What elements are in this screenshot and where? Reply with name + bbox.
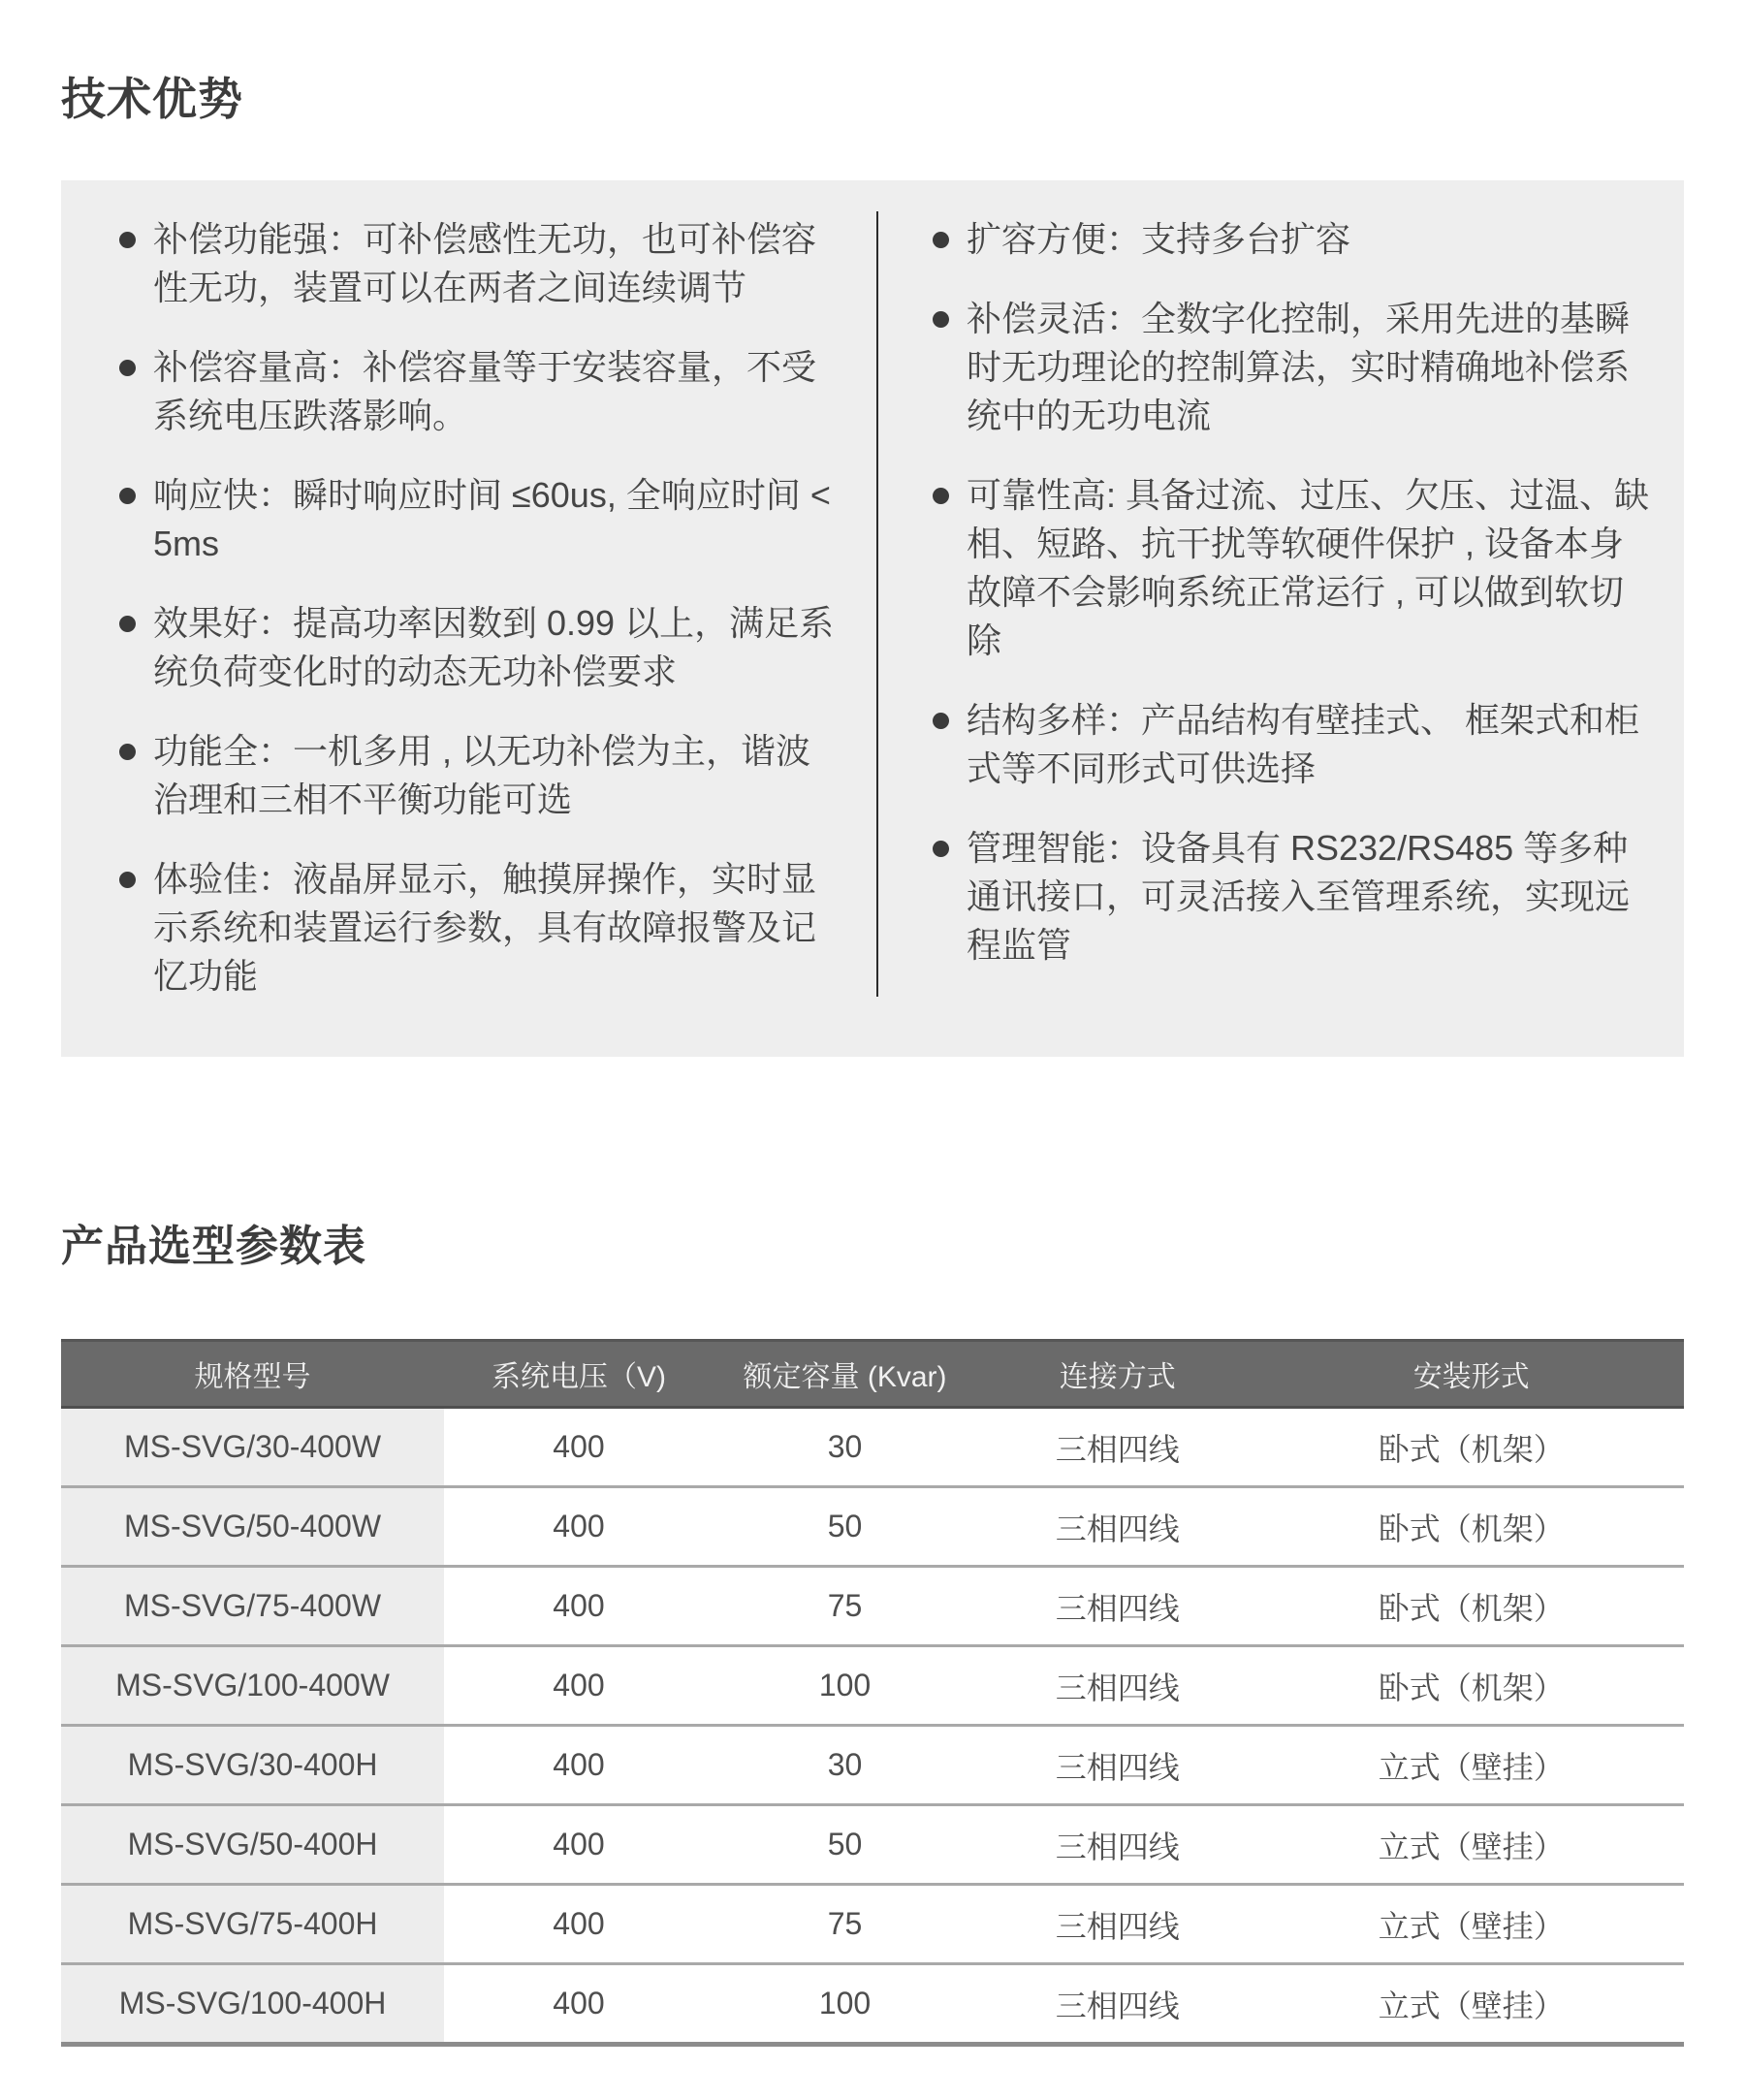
cell-connection: 三相四线 xyxy=(976,1964,1258,2045)
advantage-item xyxy=(121,855,838,1001)
cell-capacity: 30 xyxy=(714,1726,976,1805)
advantage-item xyxy=(935,215,1651,264)
cell-mounting: 卧式（机架） xyxy=(1258,1487,1684,1567)
cell-connection: 三相四线 xyxy=(976,1567,1258,1646)
bullet-icon xyxy=(119,616,136,632)
bullet-icon xyxy=(933,311,949,328)
cell-connection: 三相四线 xyxy=(976,1408,1258,1487)
bullet-icon xyxy=(119,872,136,888)
cell-voltage: 400 xyxy=(444,1885,714,1964)
cell-model: MS-SVG/100-400W xyxy=(61,1646,444,1726)
cell-voltage: 400 xyxy=(444,1567,714,1646)
table-row xyxy=(61,1408,1684,1487)
advantage-item xyxy=(121,471,838,568)
advantage-text: 可靠性高: 具备过流、过压、欠压、过温、缺相、短路、抗干扰等软硬件保护 , 设备本身故障不会影响系统正常运行 , 可以做到软切除 xyxy=(967,475,1650,660)
page-title-selection-table: 产品选型参数表 xyxy=(61,1223,366,1270)
cell-capacity: 75 xyxy=(714,1885,976,1964)
cell-voltage: 400 xyxy=(444,1726,714,1805)
col-header-capacity: 额定容量 (Kvar) xyxy=(714,1341,976,1408)
bullet-icon xyxy=(933,488,949,504)
cell-mounting: 立式（壁挂） xyxy=(1258,1805,1684,1885)
advantage-text: 效果好：提高功率因数到 0.99 以上，满足系统负荷变化时的动态无功补偿要求 xyxy=(153,603,835,691)
advantage-item xyxy=(935,471,1651,665)
table-header xyxy=(61,1341,1684,1408)
page-title-tech-advantages: 技术优势 xyxy=(61,74,243,124)
table-row xyxy=(61,1726,1684,1805)
advantages-left-column xyxy=(61,215,876,1001)
table-body xyxy=(61,1408,1684,2045)
product-selection-table xyxy=(61,1339,1684,2047)
advantages-right-column xyxy=(878,215,1684,1001)
cell-mounting: 卧式（机架） xyxy=(1258,1646,1684,1726)
table-row xyxy=(61,1567,1684,1646)
advantages-left-list xyxy=(121,215,838,1001)
advantage-item xyxy=(121,343,838,440)
bullet-icon xyxy=(933,841,949,857)
table-header-row xyxy=(61,1341,1684,1408)
cell-capacity: 75 xyxy=(714,1567,976,1646)
advantage-item xyxy=(935,824,1651,970)
col-header-mounting: 安装形式 xyxy=(1258,1341,1684,1408)
cell-capacity: 100 xyxy=(714,1964,976,2045)
advantage-text: 补偿功能强：可补偿感性无功，也可补偿容性无功，装置可以在两者之间连续调节 xyxy=(153,219,817,307)
advantage-text: 响应快：瞬时响应时间 ≤60us, 全响应时间 < 5ms xyxy=(153,475,831,563)
cell-voltage: 400 xyxy=(444,1408,714,1487)
cell-voltage: 400 xyxy=(444,1964,714,2045)
cell-connection: 三相四线 xyxy=(976,1646,1258,1726)
advantage-item xyxy=(121,215,838,312)
advantage-item xyxy=(935,295,1651,440)
cell-mounting: 立式（壁挂） xyxy=(1258,1726,1684,1805)
cell-capacity: 50 xyxy=(714,1487,976,1567)
bullet-icon xyxy=(119,488,136,504)
cell-model: MS-SVG/100-400H xyxy=(61,1964,444,2045)
cell-model: MS-SVG/30-400W xyxy=(61,1408,444,1487)
cell-model: MS-SVG/75-400H xyxy=(61,1885,444,1964)
advantage-item xyxy=(121,727,838,824)
cell-voltage: 400 xyxy=(444,1487,714,1567)
cell-connection: 三相四线 xyxy=(976,1487,1258,1567)
cell-voltage: 400 xyxy=(444,1646,714,1726)
bullet-icon xyxy=(119,744,136,760)
advantage-text: 管理智能：设备具有 RS232/RS485 等多种通讯接口，可灵活接入至管理系统，实现远程监管 xyxy=(967,828,1631,965)
cell-model: MS-SVG/50-400H xyxy=(61,1805,444,1885)
advantages-right-list xyxy=(935,215,1651,970)
advantage-text: 结构多样：产品结构有壁挂式、 框架式和柜式等不同形式可供选择 xyxy=(967,700,1640,788)
advantage-text: 体验佳：液晶屏显示，触摸屏操作，实时显示系统和装置运行参数，具有故障报警及记忆功能 xyxy=(153,859,817,996)
cell-mounting: 卧式（机架） xyxy=(1258,1408,1684,1487)
cell-voltage: 400 xyxy=(444,1805,714,1885)
bullet-icon xyxy=(933,713,949,729)
cell-capacity: 50 xyxy=(714,1805,976,1885)
advantage-text: 功能全：一机多用 , 以无功补偿为主，谐波治理和三相不平衡功能可选 xyxy=(153,731,811,819)
cell-connection: 三相四线 xyxy=(976,1805,1258,1885)
cell-model: MS-SVG/50-400W xyxy=(61,1487,444,1567)
advantage-text: 补偿灵活：全数字化控制，采用先进的基瞬时无功理论的控制算法，实时精确地补偿系统中的无功电流 xyxy=(967,299,1631,435)
advantage-text: 扩容方便：支持多台扩容 xyxy=(967,219,1351,259)
bullet-icon xyxy=(933,232,949,248)
table-row xyxy=(61,1964,1684,2045)
cell-capacity: 30 xyxy=(714,1408,976,1487)
col-header-model: 规格型号 xyxy=(61,1341,444,1408)
cell-connection: 三相四线 xyxy=(976,1726,1258,1805)
bullet-icon xyxy=(119,232,136,248)
table-row xyxy=(61,1646,1684,1726)
cell-capacity: 100 xyxy=(714,1646,976,1726)
table-row xyxy=(61,1487,1684,1567)
col-header-connection: 连接方式 xyxy=(976,1341,1258,1408)
table-row xyxy=(61,1885,1684,1964)
cell-model: MS-SVG/75-400W xyxy=(61,1567,444,1646)
advantage-item xyxy=(121,599,838,696)
advantage-item xyxy=(935,696,1651,793)
advantage-text: 补偿容量高：补偿容量等于安装容量，不受系统电压跌落影响。 xyxy=(153,347,817,435)
cell-mounting: 立式（壁挂） xyxy=(1258,1964,1684,2045)
cell-connection: 三相四线 xyxy=(976,1885,1258,1964)
table-row xyxy=(61,1805,1684,1885)
cell-mounting: 立式（壁挂） xyxy=(1258,1885,1684,1964)
advantages-panel xyxy=(61,180,1684,1057)
col-header-voltage: 系统电压（V) xyxy=(444,1341,714,1408)
cell-model: MS-SVG/30-400H xyxy=(61,1726,444,1805)
cell-mounting: 卧式（机架） xyxy=(1258,1567,1684,1646)
bullet-icon xyxy=(119,360,136,376)
